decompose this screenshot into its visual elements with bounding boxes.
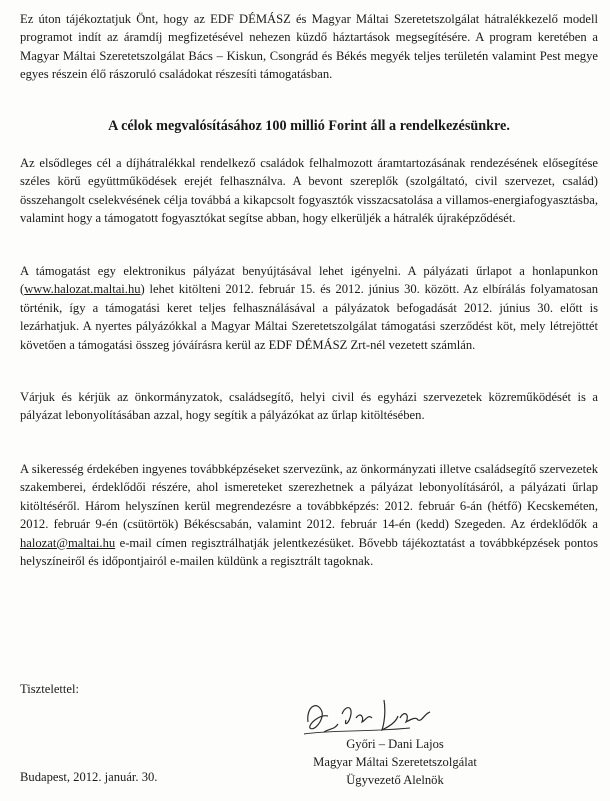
- signatory-role: Ügyvezető Alelnök: [346, 773, 444, 787]
- website-link[interactable]: www.halozat.maltai.hu: [24, 282, 141, 297]
- goals-paragraph: Az elsődleges cél a díjhátralékkal rendelkező családok felhalmozott áramtartozásának rendezésének elősegítése széles körű együttműködések erejét felhasználva. A bevont szereplők (szolgáltató, civil szervezet, család) összehangolt cselekvésének célja továbbá a kikapcsolt fogyasztók visszacsatolása a villamos-energiafogyasztásba, valamint hogy a támogatott fogyasztókat segítse abban, hogy elkerüljék a hátralék újraképződését.: [20, 156, 598, 226]
- training-text-before: A sikeresség érdekében ingyenes továbbképzéseket szervezünk, az önkormányzati illetve családsegítő szervezetek szakemberei, érdeklődői részére, ahol ismereteket szerezhetnek a pályázat lebonyolításáról, a pályázati űrlap kitöltéséről. Három helyszínen kerül megrendezésre a továbbképzés: 2012. február 6-án (hétfő) Kecskeméten, 2012. február 9-én (csütörtök) Békéscsabán, valamint 2012. február 14-én (kedd) Szegeden. Az érdeklődők a: [20, 462, 598, 532]
- signatory-name: Győri – Dani Lajos: [346, 737, 444, 751]
- intro-paragraph: [20, 10, 598, 84]
- application-text-before: A támogatást egy elektronikus pályázat benyújtásával lehet igényelni. A pályázati űrlapot a honlapunkon (: [20, 264, 598, 297]
- cooperation-paragraph: Várjuk és kérjük az önkormányzatok, családsegítő, helyi civil és egyházi szervezetek közreműködését is a pályázat lebonyolításában azzal, hogy segítik a pályázókat az űrlap kitöltésében.: [20, 390, 598, 423]
- training-text-after: e-mail címen regisztrálhatják jelentkezésüket. Bővebb tájékoztatást a továbbképzések pontos helyszíneiről és időpontjairól e-mailen küldünk a regisztrált tagoknak.: [20, 535, 598, 569]
- place-and-date: Budapest, 2012. január. 30.: [20, 770, 158, 784]
- handwritten-signature: [300, 692, 440, 740]
- greeting: Tisztelettel:: [20, 682, 80, 696]
- training-paragraph: [20, 460, 598, 570]
- intro-text: Ez úton tájékoztatjuk Önt, hogy az EDF DÉMÁSZ és Magyar Máltai Szeretetszolgálat hátralékkezelő modell programot indít az áramdíj megfizetésével nehezen küzdő háztartások megsegítésére. A program keretében a Magyar Máltai Szeretetszolgálat Bács – Kiskun, Csongrád és Békés megyék teljes területén valamint Pest megye egyes részein élő rászoruló családokat részesíti támogatásban.: [20, 12, 598, 82]
- letter-heading: A célok megvalósításához 100 millió Forint áll a rendelkezésünkre.: [108, 118, 510, 134]
- email-link[interactable]: halozat@maltai.hu: [20, 535, 116, 550]
- signature-block: [290, 735, 500, 789]
- signatory-organization: Magyar Máltai Szeretetszolgálat: [313, 755, 477, 769]
- application-text-after: ) lehet kitölteni 2012. február 15. és 2012. június 30. között. Az elbírálás folyamatosan történik, így a támogatási keret teljes felhasználásával a pályázatok befogadását 2012. június 30. előtt is lezárhatjuk. A nyertes pályázókkal a Magyar Máltai Szeretetszolgálat támogatási szerződést köt, mely létrejöttét követően a támogatási összeg jóváírásra kerül az EDF DÉMÁSZ Zrt-nél vezetett számlán.: [20, 282, 598, 352]
- application-paragraph: [20, 262, 598, 354]
